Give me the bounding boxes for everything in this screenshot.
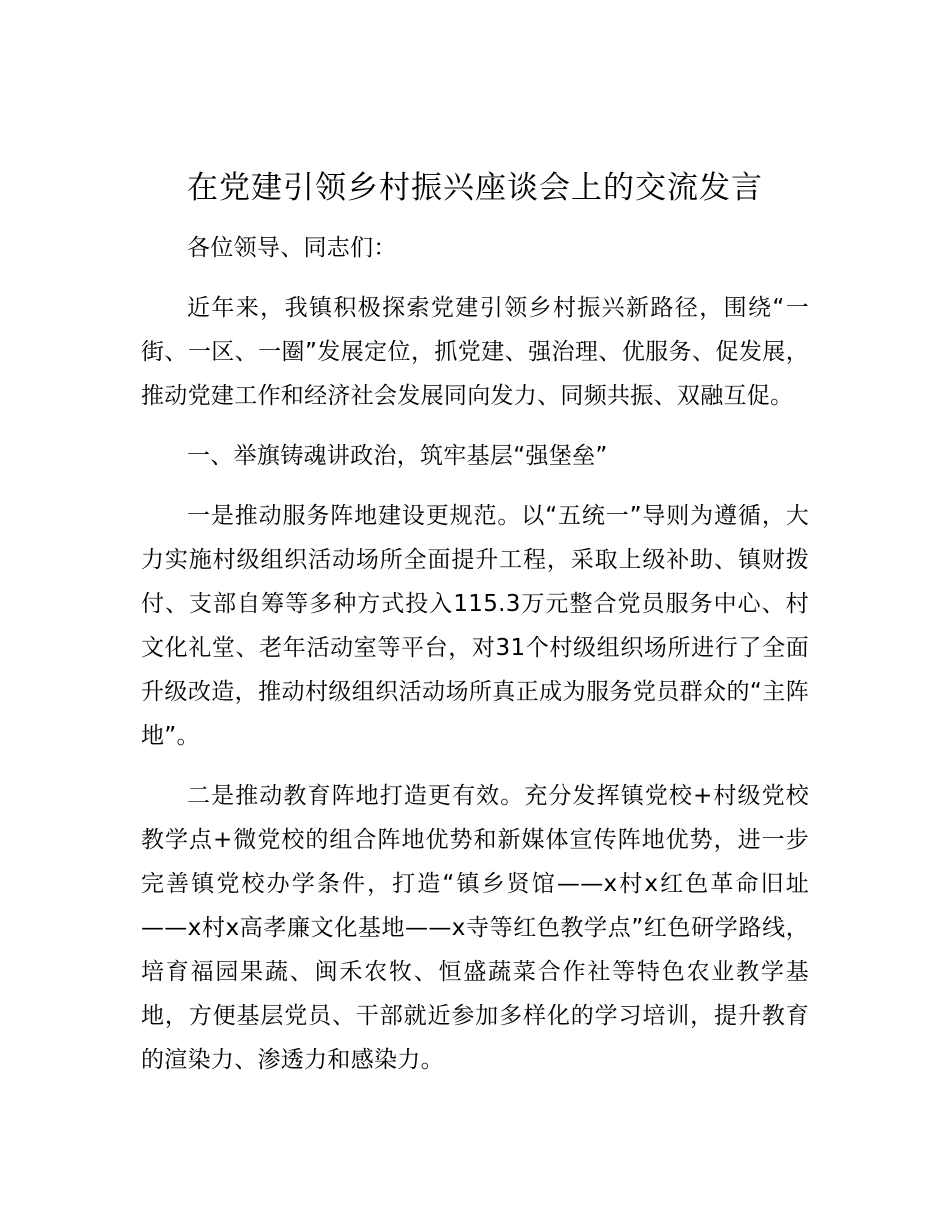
section-heading: 一、举旗铸魂讲政治，筑牢基层“强堡垒” (187, 443, 608, 469)
document-title: 在党建引领乡村振兴座谈会上的交流发言 (187, 170, 763, 206)
body-paragraph-1: 一是推动服务阵地建设更规范。以“五统一”导则为遵循，大力实施村级组织活动场所全面提升工程，采取上级补助、镇财拨付、支部自筹等多种方式投入115.3万元整合党员服务中心、村文化礼堂、老年活动室等平台，对31个村级组织场所进行了全面升级改造，推动村级组织活动场所真正成为服务党员群众的“主阵地”。 (141, 503, 809, 749)
greeting-paragraph: 各位领导、同志们： (187, 235, 397, 261)
document-body (141, 226, 809, 1082)
intro-paragraph: 近年来，我镇积极探索党建引领乡村振兴新路径，围绕“一街、一区、一圈”发展定位，抓党建、强治理、优服务、促发展，推动党建工作和经济社会发展同向发力、同频共振、双融互促。 (141, 295, 809, 409)
body-paragraph-2: 二是推动教育阵地打造更有效。充分发挥镇党校+村级党校教学点+微党校的组合阵地优势和新媒体宣传阵地优势，进一步完善镇党校办学条件，打造“镇乡贤馆——x村x红色革命旧址——x村x高孝廉文化基地——x寺等红色教学点”红色研学路线，培育福园果蔬、闽禾农牧、恒盛蔬菜合作社等特色农业教学基地，方便基层党员、干部就近参加多样化的学习培训，提升教育的渲染力、渗透力和感染力。 (141, 783, 809, 1073)
